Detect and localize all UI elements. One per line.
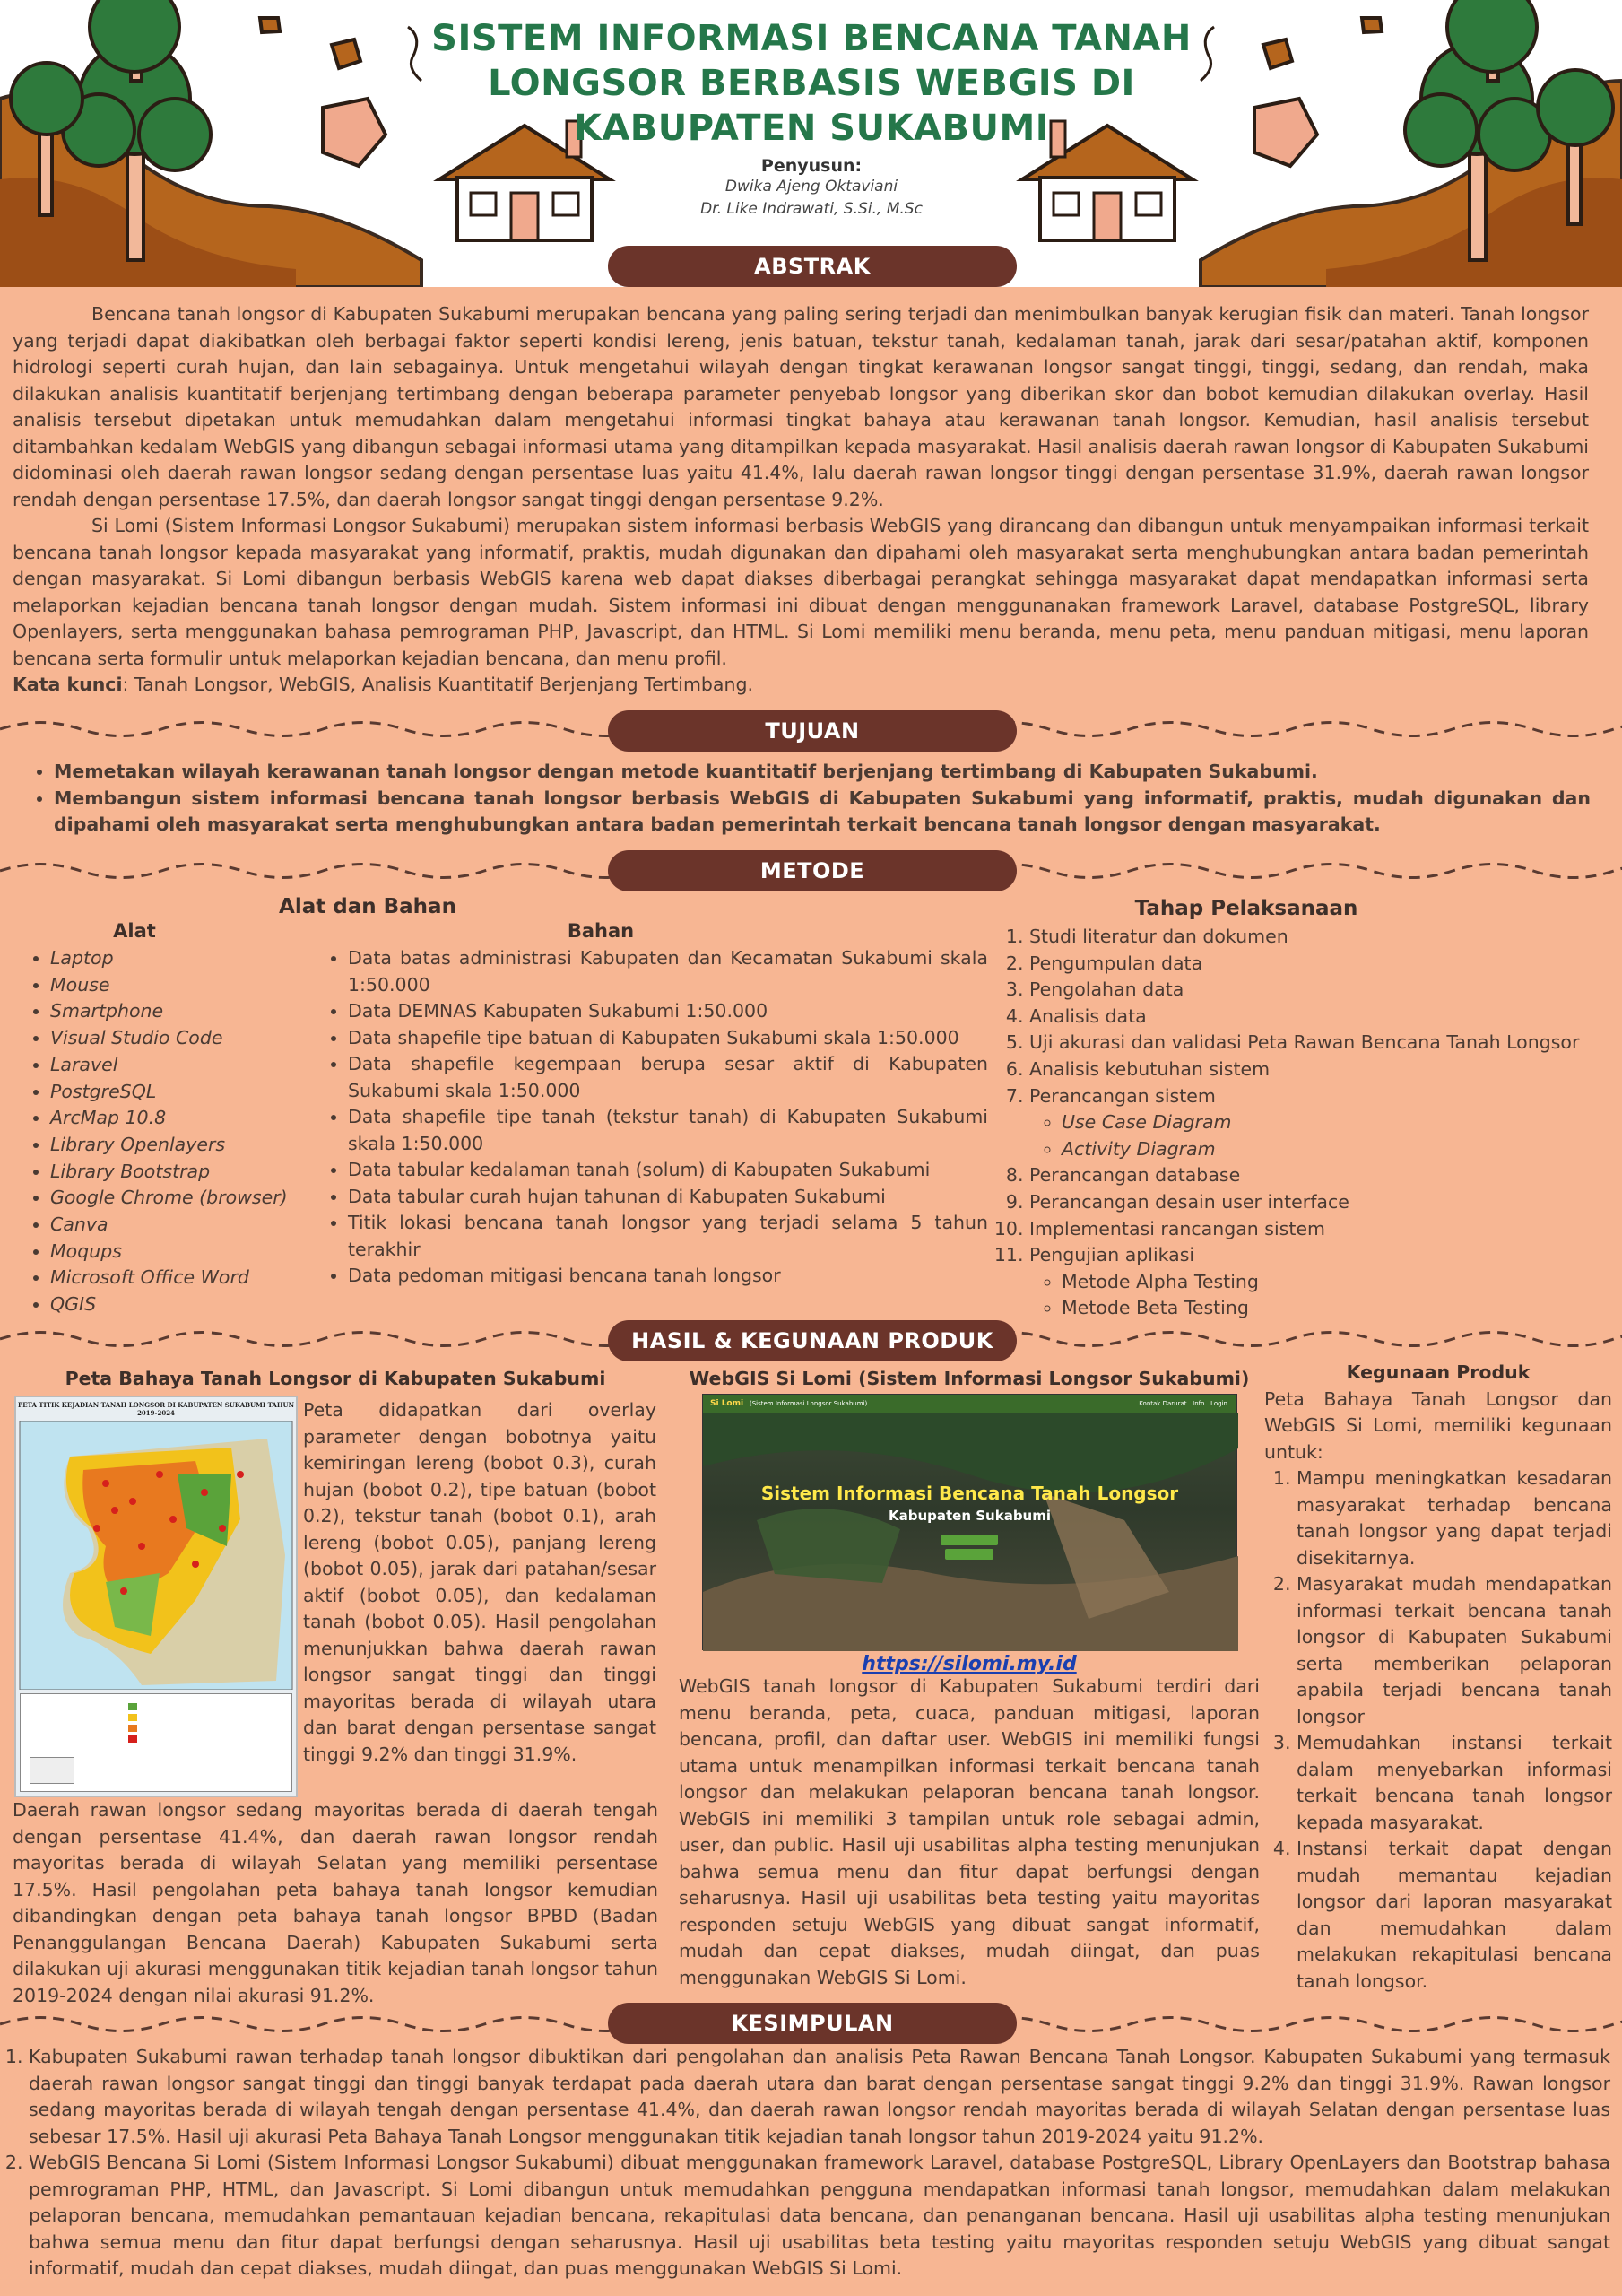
list-item: • Data batas administrasi Kabupaten dan Kecamatan Sukabumi skala 1:50.000 xyxy=(348,945,988,998)
poster-title: SISTEM INFORMASI BENCANA TANAH LONGSOR BERBASIS WEBGIS DI KABUPATEN SUKABUMI xyxy=(431,18,1192,149)
list-item: • Data tabular curah hujan tahunan di Kabupaten Sukabumi xyxy=(348,1184,988,1211)
webgis-hero-subtitle: Kabupaten Sukabumi xyxy=(888,1508,1052,1524)
kegunaan-heading: Kegunaan Produk xyxy=(1346,1361,1531,1383)
kesimpulan-section xyxy=(13,2044,1610,2283)
list-item: • Google Chrome (browser) xyxy=(50,1185,323,1212)
sub-list-item: ◦ Use Case Diagram xyxy=(1062,1109,1596,1136)
sub-list-item: ◦ Metode Alpha Testing xyxy=(1062,1269,1596,1296)
list-item xyxy=(1029,1083,1596,1163)
list-item: • QGIS xyxy=(50,1292,323,1318)
list-item: 8. Perancangan database xyxy=(1029,1162,1596,1189)
kegunaan-intro: Peta Bahaya Tanah Longsor dan WebGIS Si Lomi, memiliki kegunaan untuk: xyxy=(1264,1387,1612,1463)
list-item: • Data pedoman mitigasi bencana tanah longsor xyxy=(348,1263,988,1290)
author-name: Dr. Like Indrawati, S.Si., M.Sc xyxy=(700,200,923,218)
list-item: • Titik lokasi bencana tanah longsor yang terjadi selama 5 tahun terakhir xyxy=(348,1210,988,1263)
keywords-label: Kata kunci xyxy=(13,674,123,695)
list-item: • Canva xyxy=(50,1212,323,1239)
map-legend-panel xyxy=(20,1693,292,1792)
list-item: • Laptop xyxy=(50,945,323,972)
alat-heading: Alat xyxy=(113,920,156,942)
webgis-navbar xyxy=(703,1395,1236,1413)
list-item: 2. Masyarakat mudah mendapatkan informasi terkait bencana tanah longsor di Kabupaten Sukabumi serta memberikan pelaporan apabila terjadi bencana tanah longsor xyxy=(1297,1571,1612,1730)
abstract-section xyxy=(13,301,1589,699)
list-item: • Laravel xyxy=(50,1052,323,1079)
list-item: • Library Bootstrap xyxy=(50,1159,323,1186)
right-landscape-illustration xyxy=(1192,0,1622,287)
list-item: 10. Implementasi rancangan sistem xyxy=(1029,1216,1596,1243)
abstract-paragraph: Si Lomi (Sistem Informasi Longsor Sukabumi) merupakan sistem informasi berbasis WebGIS yang dirancang dan dibangun untuk menyampaikan informasi terkait bencana tanah longsor kepada masyarakat yang informatif, praktis, mudah digunakan dan dipahami oleh masyarakat serta menghubungkan antara badan pemerintah dengan masyarakat. Si Lomi dibangun berbasis WebGIS karena web dapat diakses diberbagai perangkat sehingga masyarakat dapat mendapatkan informasi serta melaporkan kejadian bencana tanah longsor dengan mudah. Sistem informasi ini dibuat dengan menggunanakan framework Laravel, database PostgreSQL, library Openlayers, serta menggunakan bahasa pemrograman PHP, Javascript, dan HTML. Si Lomi memiliki menu beranda, menu peta, menu panduan mitigasi, menu laporan bencana serta formulir untuk melaporkan kejadian bencana, dan menu profil. xyxy=(13,515,1589,669)
map-section-title: Peta Bahaya Tanah Longsor di Kabupaten Sukabumi xyxy=(65,1368,606,1389)
section-banner-abstrak: ABSTRAK xyxy=(608,246,1017,287)
list-item: 6. Analisis kebutuhan sistem xyxy=(1029,1057,1596,1083)
list-item: • PostgreSQL xyxy=(50,1079,323,1106)
author-heading: Penyusun: xyxy=(760,156,863,176)
alat-bahan-heading: Alat dan Bahan xyxy=(279,895,456,918)
left-landscape-illustration xyxy=(0,0,430,287)
kegunaan-column xyxy=(1264,1360,1612,1995)
list-item: • Moqups xyxy=(50,1239,323,1265)
webgis-hero-button xyxy=(945,1549,993,1560)
section-banner-metode: METODE xyxy=(608,850,1017,891)
list-item: 1. Studi literatur dan dokumen xyxy=(1029,924,1596,951)
alat-column xyxy=(27,920,323,1318)
list-item: • Membangun sistem informasi bencana tanah longsor berbasis WebGIS di Kabupaten Sukabumi yang informatif, praktis, mudah digunakan dan dipahami oleh masyarakat serta menghubungkan antara badan pemerintah terkait bencana tanah longsor dengan masyarakat. xyxy=(54,786,1591,839)
list-item: 2. Pengumpulan data xyxy=(1029,951,1596,978)
webgis-nav-item: Login xyxy=(1210,1400,1227,1407)
section-banner-kesimpulan: KESIMPULAN xyxy=(608,2003,1017,2044)
list-item: • Data DEMNAS Kabupaten Sukabumi 1:50.000 xyxy=(348,998,988,1025)
keywords xyxy=(13,672,1589,699)
webgis-hero-background xyxy=(703,1413,1238,1651)
webgis-app-name: Si Lomi xyxy=(710,1399,744,1408)
map-image-title: PETA TITIK KEJADIAN TANAH LONGSOR DI KABUPATEN SUKABUMI TAHUN 2019-2024 xyxy=(18,1401,294,1417)
webgis-hero-title: Sistem Informasi Bencana Tanah Longsor xyxy=(760,1483,1179,1504)
list-item: 1. Mampu meningkatkan kesadaran masyarakat terhadap bencana tanah longsor yang dapat terjadi disekitarnya. xyxy=(1297,1465,1612,1571)
sub-list-item: ◦ Activity Diagram xyxy=(1062,1136,1596,1163)
webgis-nav-links xyxy=(1139,1395,1227,1413)
rock-icon xyxy=(1254,18,1382,166)
list-item-label: Pengujian aplikasi xyxy=(1029,1244,1195,1266)
list-item: 5. Uji akurasi dan validasi Peta Rawan Bencana Tanah Longsor xyxy=(1029,1030,1596,1057)
webgis-screenshot-image xyxy=(702,1394,1237,1650)
list-item: • Data shapefile tipe batuan di Kabupaten Sukabumi skala 1:50.000 xyxy=(348,1025,988,1052)
list-item: 3. Pengolahan data xyxy=(1029,977,1596,1004)
webgis-description: WebGIS tanah longsor di Kabupaten Sukabumi terdiri dari menu beranda, peta, cuaca, panduan mitigasi, laporan bencana, profil, dan daftar user. WebGIS ini memiliki fungsi utama untuk menampilkan informasi terkait bencana tanah longsor dan melakukan pelaporan bencana tanah longsor. WebGIS ini memiliki 3 tampilan untuk role sebagai admin, user, dan public. Hasil uji usabilitas alpha testing menunjukan bahwa semua menu dan fitur dapat berfungsi dengan seharusnya. Hasil uji usabilitas beta testing yaitu mayoritas responden setuju WebGIS yang dibuat sangat informatif, mudah dan cepat diakses, mudah diingat, dan puas menggunakan WebGIS Si Lomi. xyxy=(679,1675,1260,1988)
webgis-nav-item: Info xyxy=(1193,1400,1205,1407)
list-item: 2. WebGIS Bencana Si Lomi (Sistem Informasi Longsor Sukabumi) dibuat menggunakan framework Laravel, database PostgreSQL, Library OpenLayers dan Bootstrap bahasa pemrograman PHP, HTML, dan Javascript. Si Lomi dibangun untuk memudahkan pengguna mendapatkan informasi tanah longsor, memudahkan dalam melakukan pelaporan bencana, memudahkan pemantauan kejadian bencana, rekapitulasi data bencana, dan penanganan bencana. Hasil uji usabilitas alpha testing menunjukan bahwa semua menu dan fitur dapat berfungsi dengan seharusnya. Hasil uji usabilitas beta testing yaitu mayoritas responden setuju WebGIS yang dibuat sangat informatif, mudah dan cepat diakses, mudah diingat, dan puas menggunakan WebGIS Si Lomi. xyxy=(29,2150,1610,2283)
list-item: • Library Openlayers xyxy=(50,1132,323,1159)
webgis-app-sub: (Sistem Informasi Longsor Sukabumi) xyxy=(749,1400,868,1407)
list-item xyxy=(1029,1242,1596,1322)
rock-icon xyxy=(260,18,386,166)
list-item: 9. Perancangan desain user interface xyxy=(1029,1189,1596,1216)
sub-list-item: ◦ Metode Beta Testing xyxy=(1062,1295,1596,1322)
list-item: 4. Instansi terkait dapat dengan mudah memantau kejadian longsor dari laporan masyarakat dan memudahkan dalam melakukan rekapitulasi bencana tanah longsor. xyxy=(1297,1836,1612,1995)
poster-header xyxy=(0,0,1622,287)
webgis-url-link[interactable]: https://silomi.my.id xyxy=(862,1653,1077,1675)
webgis-section-title: WebGIS Si Lomi (Sistem Informasi Longsor Sukabumi) xyxy=(689,1368,1250,1389)
list-item: 3. Memudahkan instansi terkait dalam menyebarkan informasi terkait bencana tanah longsor kepada masyarakat. xyxy=(1297,1730,1612,1836)
list-item: • Smartphone xyxy=(50,998,323,1025)
list-item: • ArcMap 10.8 xyxy=(50,1105,323,1132)
list-item: • Data shapefile tipe tanah (tekstur tanah) di Kabupaten Sukabumi skala 1:50.000 xyxy=(348,1104,988,1157)
webgis-hero-button xyxy=(941,1535,998,1545)
bahan-column xyxy=(323,920,988,1290)
list-item: • Data tabular kedalaman tanah (solum) di Kabupaten Sukabumi xyxy=(348,1157,988,1184)
section-banner-tujuan: TUJUAN xyxy=(608,710,1017,752)
list-item: 4. Analisis data xyxy=(1029,1004,1596,1031)
tujuan-section xyxy=(30,759,1591,839)
map-description-continued: Daerah rawan longsor sedang mayoritas berada di daerah tengah dengan persentase 41.4%, dan daerah rawan longsor rendah mayoritas berada di wilayah Selatan yang memiliki persentase 17.5%. Hasil pengolahan peta bahaya tanah longsor kemudian dibandingkan dengan peta bahaya tanah longsor BPBD (Badan Penanggulangan Bencana Daerah) Kabupaten Sukabumi serta dilakukan uji akurasi menggunakan titik kejadian tanah longsor tahun 2019-2024 dengan nilai akurasi 91.2%. xyxy=(13,1799,658,2006)
author-name: Dwika Ajeng Oktaviani xyxy=(724,178,898,196)
list-item-label: Perancangan sistem xyxy=(1029,1084,1216,1107)
abstract-paragraph: Bencana tanah longsor di Kabupaten Sukabumi merupakan bencana yang paling sering terjadi dan menimbulkan banyak kerugian fisik dan materi. Tanah longsor yang terjadi dapat diakibatkan oleh berbagai faktor seperti kondisi lereng, jenis batuan, tekstur tanah, kedalaman tanah, jarak dari sesar/patahan aktif, komponen hidrologi seperti curah hujan, dan lain sebagainya. Untuk mengetahui wilayah dengan tingkat kerawanan longsor sangat tinggi, tinggi, sedang, dan rendah, maka dilakukan analisis kuantitatif berjenjang tertimbang dengan beberapa parameter penyebab longsor yang diberikan skor dan bobot kemudian dilakukan overlay. Hasil analisis tersebut dipetakan untuk memudahkan dalam mengetahui informasi tingkat bahaya atau kerawanan tanah longsor. Kemudian, hasil analisis tersebut ditambahkan kedalam WebGIS yang dibangun sebagai informasi utama yang ditampilkan kepada masyarakat. Hasil analisis daerah rawan longsor di Kabupaten Sukabumi didominasi oleh daerah rawan longsor sedang dengan persentase luas yaitu 41.4%, lalu daerah rawan longsor tinggi dengan persentase 31.9%, daerah rawan longsor rendah dengan persentase 17.5%, dan daerah longsor sangat tinggi dengan persentase 9.2%. xyxy=(13,303,1589,510)
landslide-hazard-map-image xyxy=(14,1396,298,1797)
section-banner-hasil: HASIL & KEGUNAAN PRODUK xyxy=(608,1320,1017,1361)
keywords-text: : Tanah Longsor, WebGIS, Analisis Kuantitatif Berjenjang Tertimbang. xyxy=(122,674,754,695)
map-illustration xyxy=(16,1421,296,1690)
list-item: • Memetakan wilayah kerawanan tanah longsor dengan metode kuantitatif berjenjang tertimbang di Kabupaten Sukabumi. xyxy=(54,759,1591,786)
list-item: 1. Kabupaten Sukabumi rawan terhadap tanah longsor dibuktikan dari pengolahan dan analisis Peta Rawan Bencana Tanah Longsor. Kabupaten Sukabumi yang termasuk daerah rawan longsor sangat tinggi dan tinggi banyak terdapat pada daerah utara dan barat dengan persentase sangat tinggi 9.2% dan tinggi 31.9%. Rawan longsor sedang mayoritas berada di wilayah tengah dengan persentase 41.4%, dan daerah rawan longsor rendah mayoritas berada di wilayah Selatan dengan persentase luas sebesar 17.5%. Hasil uji akurasi Peta Bahaya Tanah Longsor menggunakan titik kejadian tanah longsor tahun 2019-2024 yaitu 91.2%. xyxy=(29,2044,1610,2150)
author-block xyxy=(610,156,1013,221)
list-item: • Visual Studio Code xyxy=(50,1025,323,1052)
tahap-column xyxy=(1013,897,1596,1322)
webgis-nav-item: Kontak Darurat xyxy=(1139,1400,1187,1407)
tahap-heading: Tahap Pelaksanaan xyxy=(1134,897,1358,920)
map-description: Peta didapatkan dari overlay parameter dengan bobotnya yaitu kemiringan lereng (bobot 0.3), curah hujan (bobot 0.2), tipe batuan (bobot 0.2), tekstur tanah (bobot 0.1), arah lereng (bobot 0.05), panjang lereng (bobot 0.05), jarak dari patahan/sesar aktif (bobot 0.05), dan kedalaman tanah (bobot 0.05). Hasil pengolahan menunjukkan bahwa daerah rawan longsor sangat tinggi dan tinggi mayoritas berada di wilayah utara dan barat dengan persentase sangat tinggi 9.2% dan tinggi 31.9%. xyxy=(303,1399,656,1765)
list-item: • Mouse xyxy=(50,972,323,999)
list-item: • Microsoft Office Word xyxy=(50,1265,323,1292)
list-item: • Data shapefile kegempaan berupa sesar aktif di Kabupaten Sukabumi skala 1:50.000 xyxy=(348,1051,988,1104)
bahan-heading: Bahan xyxy=(567,920,635,942)
